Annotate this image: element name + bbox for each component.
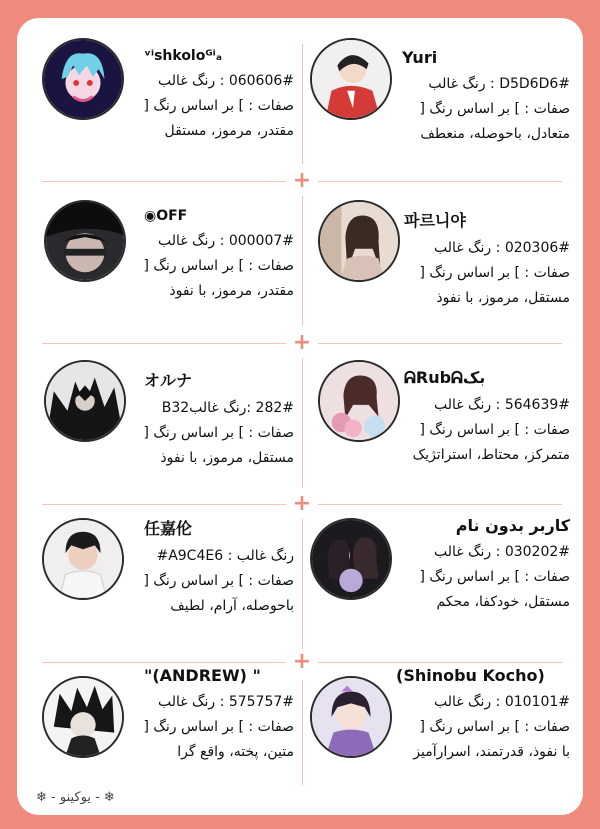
traits-values: متین، پخته، واقع گرا (177, 744, 294, 760)
traits-label: صفات : ] بر اساس رنگ [ (143, 98, 294, 114)
profile-name: ◉OFF (144, 208, 188, 224)
profile-info (144, 666, 294, 760)
plus-icon: + (292, 330, 312, 355)
column-divider (302, 358, 303, 488)
traits-values: مستقل، خودکفا، محکم (436, 594, 570, 610)
traits-values: مستقل، مرموز، با نفوذ (160, 450, 294, 466)
traits-values: با نفوذ، قدرتمند، اسرارآمیز (413, 744, 570, 760)
dominant-color-line: 010101# : رنگ غالب (433, 694, 570, 710)
avatar (318, 200, 400, 282)
dominant-color-line: #A9C4E6 : رنگ غالب (156, 548, 294, 564)
dominant-color-line: #D5D6D6 : رنگ غالب (428, 76, 570, 92)
profile-info (144, 48, 294, 139)
row-divider (318, 504, 562, 505)
dominant-color-line: 030202# : رنگ غالب (433, 544, 570, 560)
row-divider (318, 662, 562, 663)
avatar (310, 38, 392, 120)
traits-label: صفات : ] بر اساس رنگ [ (419, 422, 570, 438)
traits-label: صفات : ] بر اساس رنگ [ (143, 258, 294, 274)
traits-label: صفات : ] بر اساس رنگ [ (419, 569, 570, 585)
traits-label: صفات : ] بر اساس رنگ [ (419, 101, 570, 117)
profile-info (402, 48, 570, 142)
row-divider (42, 181, 286, 182)
profile-info (144, 516, 294, 614)
traits-label: صفات : ] بر اساس رنگ [ (143, 719, 294, 735)
row-divider (42, 504, 286, 505)
traits-label: صفات : ] بر اساس رنگ [ (419, 265, 570, 281)
traits-label: صفات : ] بر اساس رنگ [ (143, 425, 294, 441)
traits-label: صفات : ] بر اساس رنگ [ (419, 719, 570, 735)
footer-signature: ❄ - یوکینو - ❄ (36, 790, 115, 805)
row-divider (42, 662, 286, 663)
avatar (310, 518, 392, 600)
dominant-color-line: 564639# : رنگ غالب (433, 397, 570, 413)
column-divider (302, 44, 303, 164)
traits-values: باحوصله، آرام، لطیف (170, 598, 294, 614)
column-divider (302, 519, 303, 649)
profile-info (404, 368, 570, 463)
column-divider (302, 680, 303, 785)
profile-info (144, 368, 294, 466)
row-divider (318, 181, 562, 182)
avatar (42, 676, 124, 758)
column-divider (302, 196, 303, 326)
dominant-color-line: 060606# : رنگ غالب (157, 73, 294, 89)
avatar (44, 360, 126, 442)
profile-name: (Shinobu Kocho) (396, 666, 545, 685)
dominant-color-line: 282# :رنگ غالبB32 (161, 400, 294, 416)
profile-name: 파르니야 (404, 211, 466, 230)
avatar (318, 360, 400, 442)
dominant-color-line: 020306# : رنگ غالب (433, 240, 570, 256)
profile-name: کاربر بدون نام (455, 516, 570, 535)
profile-name: オルナ (144, 371, 193, 390)
avatar (42, 518, 124, 600)
row-divider (318, 343, 562, 344)
profile-info (404, 208, 570, 306)
profile-info (144, 208, 294, 299)
traits-values: مقتدر، مرموز، مستقل (164, 123, 294, 139)
profile-name: 任嘉伦 (144, 519, 193, 538)
profile-name: ᕱRubᕱبک (404, 368, 486, 387)
traits-values: مستقل، مرموز، با نفوذ (436, 290, 570, 306)
profile-name: ᵛⁱshkoloᴳⁱₐ (144, 48, 223, 64)
profile-name: "(ANDREW) " (144, 666, 261, 685)
plus-icon: + (292, 168, 312, 193)
plus-icon: + (292, 491, 312, 516)
row-divider (42, 343, 286, 344)
avatar (42, 38, 124, 120)
traits-values: متعادل، باحوصله، منعطف (420, 126, 570, 142)
traits-values: متمرکز، محتاط، استراتژیک (412, 447, 570, 463)
traits-values: مقتدر، مرموز، با نفوذ (169, 283, 294, 299)
avatar (44, 200, 126, 282)
profile-info (396, 666, 570, 760)
profile-info (396, 516, 570, 610)
dominant-color-line: 575757# : رنگ غالب (157, 694, 294, 710)
dominant-color-line: 000007# : رنگ غالب (157, 233, 294, 249)
profile-name: Yuri (402, 48, 438, 67)
plus-icon: + (292, 649, 312, 674)
avatar (310, 676, 392, 758)
traits-label: صفات : ] بر اساس رنگ [ (143, 573, 294, 589)
